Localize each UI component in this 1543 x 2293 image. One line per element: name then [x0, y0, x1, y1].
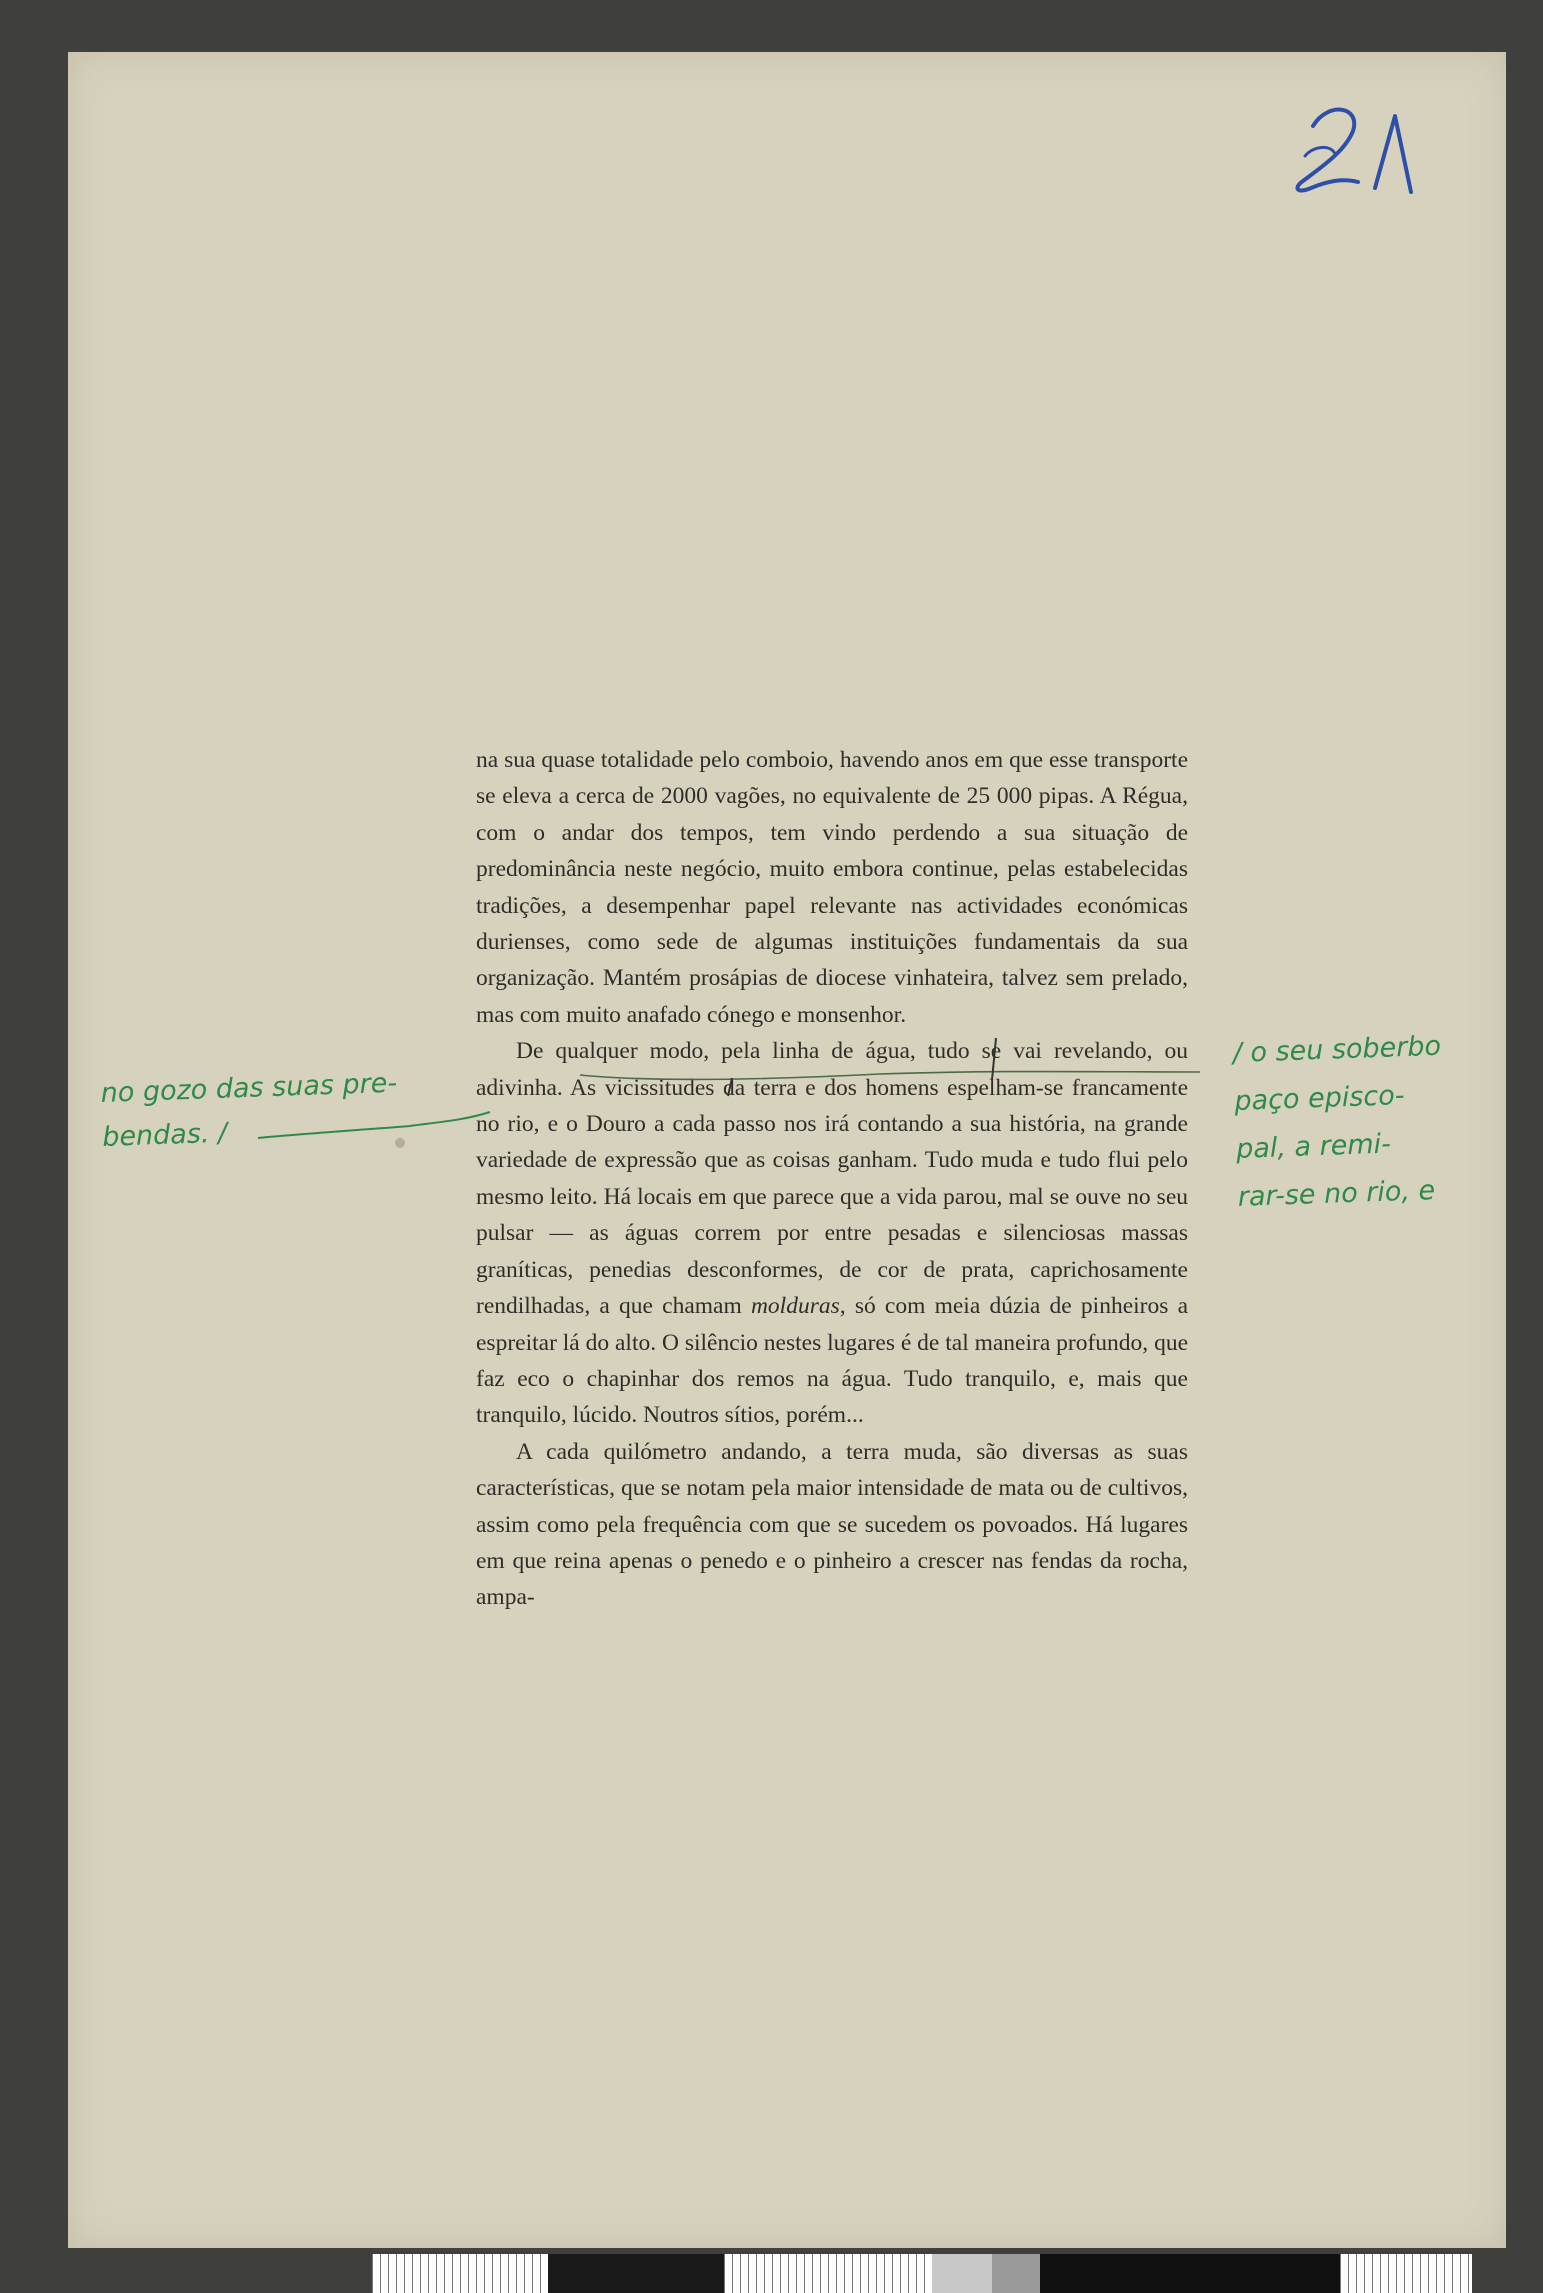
ruler-grey-patch [992, 2254, 1040, 2293]
body-paragraph [476, 1434, 1188, 1616]
scale-ruler [372, 2254, 1472, 2293]
ruler-black-block [548, 2254, 724, 2293]
body-paragraph [476, 742, 1188, 1033]
text-run: De qualquer modo, pela linha de água, tudo se vai revelando, ou adivinha. As vicissitudes da terra e dos homens espelham-se francamente no rio, e o Douro a cada passo nos irá contando a sua história, na grande variedade de expressão que as coisas ganham. Tudo muda e tudo flui pelo mesmo leito. Há locais em que parece que a vida parou, mal se ouve no seu pulsar — as águas correm por entre pesadas e silenciosas massas graníticas, penedias desconformes, de cor de prata, caprichosamente rendilhadas, a que chamam [476, 1038, 1188, 1320]
handwritten-line: no gozo das suas pre- [100, 1067, 398, 1109]
handwritten-folio-21 [1283, 96, 1433, 196]
handwritten-line: / o seu soberbo [1232, 1030, 1442, 1069]
margin-note-right [1232, 1023, 1447, 1222]
text-run: na sua quase totalidade pelo comboio, havendo anos em que esse transporte se eleva a cerca de 2000 vagões, no equivalente de 25 000 pipas. A Régua, com o andar dos tempos, tem vindo perdendo a sua situação de predominância neste negócio, muito embora continue, pelas estabelecidas tradições, a desempenhar papel relevante nas actividades económicas durienses, como sede de algumas instituições fundamentais da sua organização. Mantém prosápias de diocese vinhateira, talvez sem prelado, mas com muito anafado cónego e monsenhor. [476, 747, 1188, 1028]
text-run: A cada quilómetro andando, a terra muda, são diversas as suas características, que se notam pela maior intensidade de mata ou de cultivos, assim como pela frequência com que se sucedem os povoados. Há lugares em que reina apenas o penedo e o pinheiro a crescer nas fendas da rocha, ampa- [476, 1438, 1188, 1611]
margin-note-left [100, 1062, 399, 1160]
handwritten-line: paço episco- [1233, 1080, 1405, 1117]
body-text [476, 742, 1188, 1616]
handwritten-line: bendas. / [101, 1117, 228, 1153]
handwritten-line: rar-se no rio, e [1237, 1175, 1436, 1213]
folio-number [1283, 96, 1433, 196]
ruler-grey-patch [932, 2254, 992, 2293]
handwritten-line: pal, a remi- [1235, 1128, 1392, 1165]
body-paragraph [476, 1033, 1188, 1433]
text-run: só com meia dúzia de pinheiros a espreitar lá do alto. O silêncio nestes lugares é de tal maneira profundo, que faz eco o chapinhar dos remos na água. Tudo tranquilo, e, mais que tranquilo, lúcido. Noutros sítios, porém... [476, 1293, 1189, 1429]
italic-term: molduras, [750, 1293, 846, 1320]
ruler-black-block [1040, 2254, 1340, 2293]
